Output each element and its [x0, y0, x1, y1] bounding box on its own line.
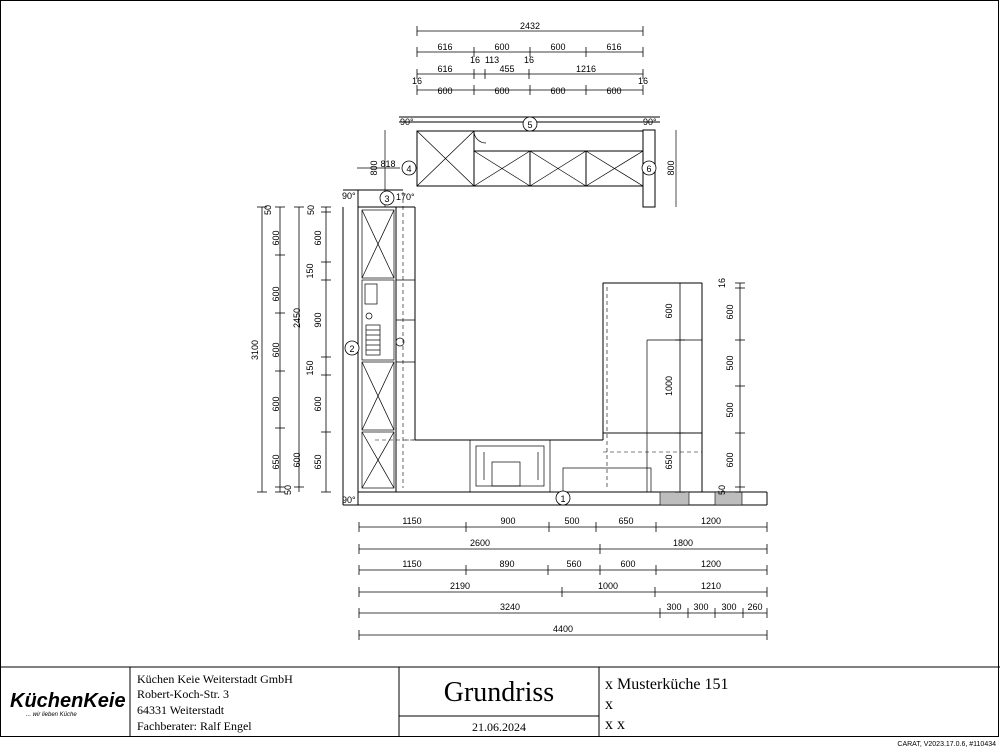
dim-bot-r1-4: 650: [618, 516, 634, 526]
wall-marker-6: [642, 161, 656, 175]
wall-marker-3: [380, 191, 394, 205]
dim-right-b1: 16: [717, 277, 727, 289]
drawing-date: 21.06.2024: [472, 720, 526, 734]
svg-text:4: 4: [406, 164, 412, 174]
advisor: Fachberater: Ralf Engel: [137, 719, 252, 733]
dim-top-r6-3: 600: [550, 86, 566, 96]
angle-170: 170°: [396, 192, 415, 202]
dim-left-3100: 3100: [250, 339, 260, 361]
dim-right-a1: 600: [664, 303, 674, 319]
dim-top-r2-3: 600: [550, 42, 566, 52]
dim-top-r5-right: 16: [637, 76, 649, 86]
dim-top-r5-left: 16: [411, 76, 423, 86]
dim-left-a4: 600: [271, 342, 281, 358]
dim-bot-r3-1: 1150: [402, 559, 422, 569]
info-line-2: x: [605, 696, 613, 713]
svg-text:5: 5: [527, 120, 533, 130]
dim-800-left: 800: [369, 160, 379, 176]
dim-right-b5: 600: [725, 452, 735, 468]
dim-top-r2-2: 600: [494, 42, 510, 52]
dim-bot-r5-4: 300: [721, 602, 737, 612]
dim-818: 818: [380, 159, 396, 169]
dim-bot-r3-2: 890: [499, 559, 515, 569]
dim-top-r2-4: 616: [606, 42, 622, 52]
dim-left-a5: 600: [271, 396, 281, 412]
dim-left-a3: 600: [271, 286, 281, 302]
dim-left-a1: 50: [263, 204, 273, 216]
dim-right-b4: 500: [725, 402, 735, 418]
dim-top-r3-1: 16: [469, 55, 481, 65]
left-cabinet-run: [362, 210, 415, 488]
dim-top-r6-1: 600: [437, 86, 453, 96]
company-city: 64331 Weiterstadt: [137, 703, 225, 717]
software-version: CARAT, V2023.17.0.6, #110434: [897, 741, 996, 748]
company-street: Robert-Koch-Str. 3: [137, 687, 229, 701]
logo-tagline: ... wir lieben Küche: [26, 712, 77, 718]
svg-text:2: 2: [349, 344, 355, 354]
company-name: Küchen Keie Weiterstadt GmbH: [137, 672, 293, 686]
door-swing: [474, 131, 486, 143]
dim-bot-r1-3: 500: [564, 516, 580, 526]
dim-top-r4-3: 1216: [575, 64, 597, 74]
wall-marker-1: [556, 491, 570, 505]
info-line-3: x x: [605, 716, 625, 733]
angle-top-right: 90°: [643, 117, 657, 127]
dim-bot-r5-2: 300: [666, 602, 682, 612]
dim-bot-r2-2: 1800: [672, 538, 694, 548]
dim-left-b3: 150: [305, 263, 315, 279]
dim-top-r4-2: 455: [499, 64, 515, 74]
svg-text:1: 1: [560, 494, 566, 504]
dim-left-b2: 600: [313, 230, 323, 246]
dim-bot-r5-1: 3240: [499, 602, 521, 612]
dim-bot-r4-1: 2190: [449, 581, 471, 591]
dim-right-a3: 650: [664, 454, 674, 470]
dim-right-b3: 500: [725, 355, 735, 371]
dim-left-b1: 50: [306, 204, 316, 216]
sheet-border: [1, 1, 999, 737]
dim-left-2450: 2450: [292, 307, 302, 329]
gray-block-1: [660, 492, 689, 505]
dim-right-b2: 600: [725, 304, 735, 320]
logo-text: KüchenKeie: [10, 690, 126, 712]
dim-left-a2: 600: [271, 230, 281, 246]
dim-top-r4-1: 616: [437, 64, 453, 74]
svg-text:3: 3: [384, 194, 390, 204]
left-dimensions: [257, 204, 331, 492]
dim-bot-r1-5: 1200: [700, 516, 722, 526]
dim-bot-r4-3: 1210: [700, 581, 722, 591]
dim-bot-r1-2: 900: [500, 516, 516, 526]
dim-left-b7: 600: [292, 452, 302, 468]
wall-marker-2: [345, 341, 359, 355]
angle-top-left: 90°: [400, 117, 414, 127]
dim-bot-r4-2: 1000: [597, 581, 619, 591]
dim-left-b5: 150: [305, 360, 315, 376]
dim-800-right: 800: [666, 160, 676, 176]
dim-left-a7: 50: [283, 484, 293, 496]
wall-marker-5: [523, 117, 537, 131]
dim-top-r3-2: 113: [484, 55, 500, 65]
dim-bot-r5-3: 300: [693, 602, 709, 612]
wall-marker-4: [402, 161, 416, 175]
svg-text:6: 6: [646, 164, 652, 174]
dim-top-r2-1: 616: [437, 42, 453, 52]
dim-bot-r1-1: 1150: [402, 516, 422, 526]
dim-bot-r3-3: 560: [566, 559, 582, 569]
dim-bot-r2-1: 2600: [469, 538, 491, 548]
dim-bot-r3-4: 600: [620, 559, 636, 569]
kitchen-walls: [343, 117, 767, 505]
angle-bottom-left: 90°: [342, 495, 356, 505]
angle-left-top: 90°: [342, 191, 356, 201]
info-line-1: x Musterküche 151: [605, 676, 729, 693]
company-logo: [10, 690, 126, 718]
dim-top-r6-4: 600: [606, 86, 622, 96]
dim-right-a2: 1000: [664, 375, 674, 397]
dim-left-b4: 900: [313, 312, 323, 328]
dim-left-b6: 600: [313, 396, 323, 412]
dim-bot-total: 4400: [552, 624, 574, 634]
drawing-title: Grundriss: [443, 677, 555, 708]
dim-right-b6: 50: [717, 484, 727, 496]
dim-top-r6-2: 600: [494, 86, 510, 96]
dim-top-r3-3: 16: [523, 55, 535, 65]
dim-bot-r5-5: 260: [747, 602, 763, 612]
dim-bot-r3-5: 1200: [700, 559, 722, 569]
dim-left-b8: 650: [313, 454, 323, 470]
dim-left-a6: 650: [271, 454, 281, 470]
dim-top-total: 2432: [519, 21, 541, 31]
